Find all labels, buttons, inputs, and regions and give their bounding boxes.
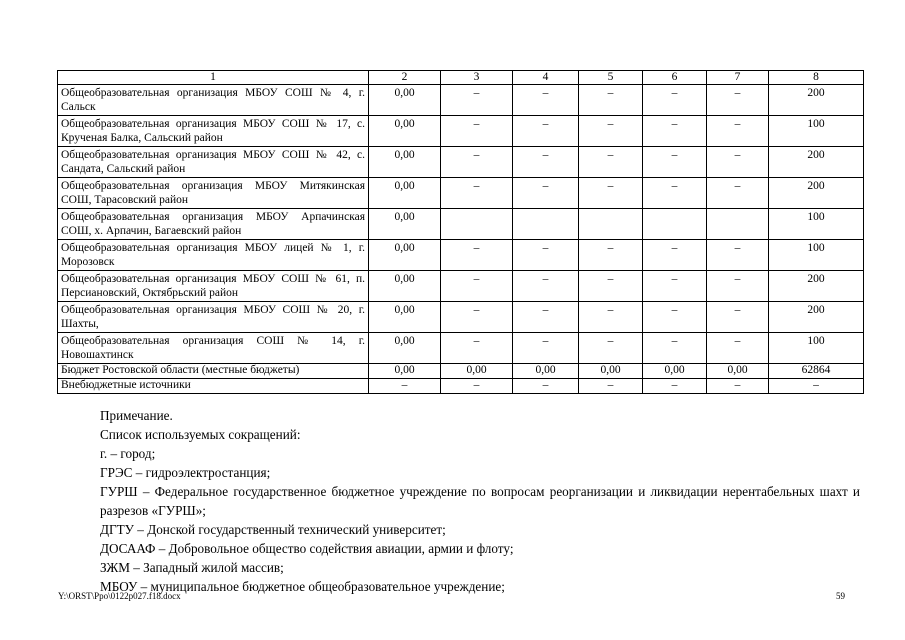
value-cell: 0,00	[579, 364, 643, 379]
header-cell: 1	[58, 71, 369, 85]
value-cell: –	[579, 116, 643, 147]
value-cell: 0,00	[643, 364, 707, 379]
value-cell: –	[769, 379, 864, 394]
organization-name-cell: Общеобразовательная организация МБОУ СОШ № 4, г. Сальск	[58, 85, 369, 116]
organization-name-cell: Общеобразовательная организация МБОУ СОШ № 20, г. Шахты,	[58, 302, 369, 333]
value-cell: 0,00	[369, 364, 441, 379]
table-row	[58, 333, 864, 364]
funding-table	[57, 70, 864, 394]
value-cell: 62864	[769, 364, 864, 379]
abbreviation-item: МБОУ – муниципальное бюджетное общеобразовательное учреждение;	[100, 579, 505, 594]
abbreviation-item: ДГТУ – Донской государственный технический университет;	[100, 522, 446, 537]
abbreviation-item: ГУРШ – Федеральное государственное бюджетное учреждение по вопросам реорганизации и ликвидации нерентабельных шахт и разрезов «ГУРШ»;	[100, 484, 860, 518]
value-cell: –	[707, 333, 769, 364]
value-cell: –	[513, 333, 579, 364]
value-cell: 0,00	[369, 209, 441, 240]
value-cell: –	[441, 240, 513, 271]
value-cell: –	[513, 379, 579, 394]
table-row	[58, 209, 864, 240]
organization-name-cell: Общеобразовательная организация МБОУ СОШ № 42, с. Сандата, Сальский район	[58, 147, 369, 178]
value-cell: –	[707, 271, 769, 302]
organization-name-cell: Бюджет Ростовской области (местные бюджеты)	[58, 364, 369, 379]
value-cell: –	[643, 379, 707, 394]
table-row	[58, 147, 864, 178]
value-cell: 200	[769, 85, 864, 116]
abbreviation-item: г. – город;	[100, 446, 156, 461]
value-cell: 100	[769, 333, 864, 364]
value-cell: –	[441, 147, 513, 178]
value-cell: –	[513, 116, 579, 147]
value-cell: –	[579, 302, 643, 333]
organization-name-cell: Внебюджетные источники	[58, 379, 369, 394]
value-cell: –	[579, 333, 643, 364]
header-cell: 4	[513, 71, 579, 85]
value-cell: 200	[769, 147, 864, 178]
value-cell: 200	[769, 302, 864, 333]
page-number: 59	[836, 591, 845, 601]
value-cell: 0,00	[369, 302, 441, 333]
value-cell: 0,00	[369, 147, 441, 178]
value-cell: –	[513, 147, 579, 178]
value-cell: 0,00	[369, 240, 441, 271]
table-row	[58, 271, 864, 302]
value-cell	[441, 209, 513, 240]
table-row	[58, 302, 864, 333]
value-cell: –	[643, 116, 707, 147]
organization-name-cell: Общеобразовательная организация МБОУ СОШ № 61, п. Персиановский, Октябрьский район	[58, 271, 369, 302]
value-cell: 0,00	[369, 271, 441, 302]
value-cell: 0,00	[369, 178, 441, 209]
value-cell: –	[643, 85, 707, 116]
header-cell: 5	[579, 71, 643, 85]
value-cell: –	[707, 178, 769, 209]
notes-section	[100, 406, 860, 596]
table-header-row	[58, 71, 864, 85]
value-cell: –	[643, 333, 707, 364]
value-cell: –	[513, 302, 579, 333]
value-cell: –	[707, 85, 769, 116]
value-cell: –	[369, 379, 441, 394]
value-cell: –	[707, 379, 769, 394]
organization-name-cell: Общеобразовательная организация МБОУ СОШ № 17, с. Крученая Балка, Сальский район	[58, 116, 369, 147]
organization-name-cell: Общеобразовательная организация МБОУ Арпачинская СОШ, х. Арпачин, Багаевский район	[58, 209, 369, 240]
table-row	[58, 364, 864, 379]
header-cell: 6	[643, 71, 707, 85]
abbreviation-item: ЗЖМ – Западный жилой массив;	[100, 560, 284, 575]
value-cell: –	[513, 240, 579, 271]
value-cell: –	[513, 178, 579, 209]
header-cell: 7	[707, 71, 769, 85]
value-cell: –	[707, 147, 769, 178]
value-cell: –	[441, 116, 513, 147]
value-cell: –	[513, 271, 579, 302]
value-cell: 0,00	[369, 333, 441, 364]
value-cell: –	[707, 116, 769, 147]
value-cell: 200	[769, 271, 864, 302]
value-cell: –	[707, 240, 769, 271]
abbreviation-item: ДОСААФ – Добровольное общество содействия авиации, армии и флоту;	[100, 541, 514, 556]
value-cell: –	[643, 240, 707, 271]
value-cell: –	[441, 271, 513, 302]
value-cell: 0,00	[707, 364, 769, 379]
value-cell: 100	[769, 116, 864, 147]
table-row	[58, 240, 864, 271]
table-row	[58, 116, 864, 147]
value-cell	[513, 209, 579, 240]
value-cell: –	[579, 147, 643, 178]
value-cell: –	[643, 178, 707, 209]
value-cell: –	[579, 178, 643, 209]
value-cell: 0,00	[369, 85, 441, 116]
value-cell: –	[643, 147, 707, 178]
abbreviation-item: ГРЭС – гидроэлектростанция;	[100, 465, 271, 480]
header-cell: 8	[769, 71, 864, 85]
value-cell: –	[441, 379, 513, 394]
organization-name-cell: Общеобразовательная организация МБОУ лицей № 1, г. Морозовск	[58, 240, 369, 271]
value-cell: 0,00	[369, 116, 441, 147]
value-cell: –	[643, 271, 707, 302]
value-cell: –	[441, 302, 513, 333]
value-cell	[707, 209, 769, 240]
table-row	[58, 178, 864, 209]
value-cell: –	[579, 271, 643, 302]
value-cell: –	[579, 240, 643, 271]
notes-title: Примечание.	[100, 408, 173, 423]
header-cell: 2	[369, 71, 441, 85]
value-cell	[579, 209, 643, 240]
organization-name-cell: Общеобразовательная организация СОШ № 14, г. Новошахтинск	[58, 333, 369, 364]
value-cell: 100	[769, 240, 864, 271]
header-cell: 3	[441, 71, 513, 85]
value-cell: –	[513, 85, 579, 116]
value-cell: 0,00	[441, 364, 513, 379]
table-row	[58, 379, 864, 394]
abbreviations-title: Список используемых сокращений:	[100, 427, 301, 442]
organization-name-cell: Общеобразовательная организация МБОУ Митякинская СОШ, Тарасовский район	[58, 178, 369, 209]
value-cell: –	[579, 85, 643, 116]
value-cell: 100	[769, 209, 864, 240]
value-cell: –	[441, 333, 513, 364]
value-cell: 0,00	[513, 364, 579, 379]
value-cell: –	[579, 379, 643, 394]
value-cell	[643, 209, 707, 240]
table-row	[58, 85, 864, 116]
value-cell: –	[441, 85, 513, 116]
value-cell: 200	[769, 178, 864, 209]
value-cell: –	[643, 302, 707, 333]
file-path: Y:\ORST\Ppo\0122p027.f18.docx	[58, 591, 181, 601]
value-cell: –	[441, 178, 513, 209]
value-cell: –	[707, 302, 769, 333]
